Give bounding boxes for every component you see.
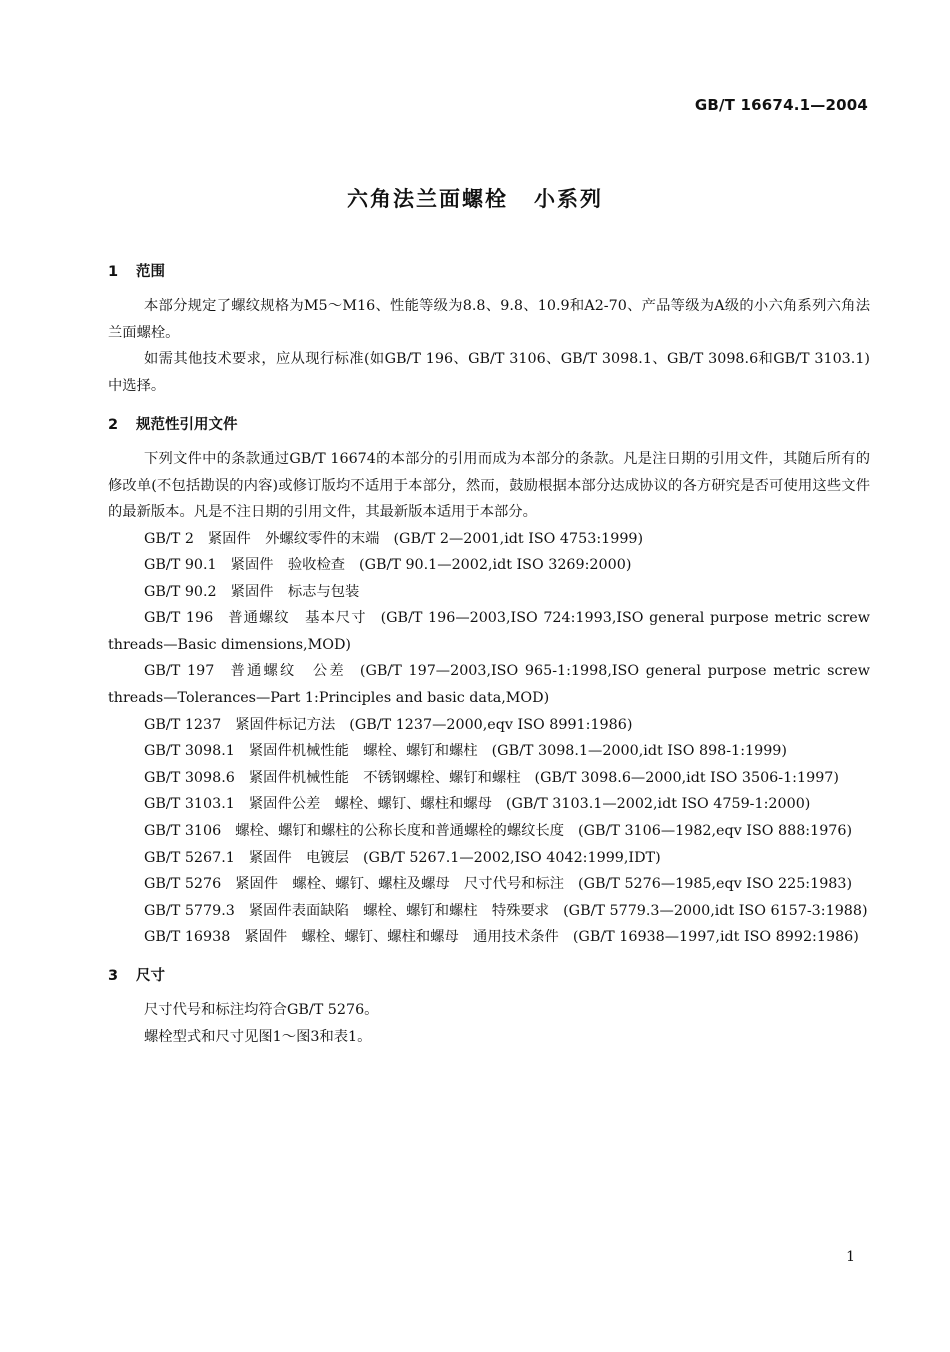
reference-item (108, 526, 870, 553)
reference-title: 紧固件 螺栓、螺钉、螺柱和螺母 通用技术条件 (244, 929, 559, 946)
section-title: 规范性引用文件 (136, 417, 238, 433)
reference-item (108, 898, 870, 925)
section-number: 2 (108, 417, 119, 433)
reference-title: 螺栓、螺钉和螺柱的公称长度和普通螺栓的螺纹长度 (235, 823, 565, 840)
reference-code: GB/T 197 (144, 663, 215, 680)
section-title: 范围 (136, 264, 165, 280)
reference-title: 紧固件公差 螺栓、螺钉、螺柱和螺母 (248, 796, 492, 813)
reference-title: 紧固件表面缺陷 螺栓、螺钉和螺柱 特殊要求 (248, 902, 550, 919)
reference-detail: (GB/T 16938—1997,idt ISO 8992:1986) (572, 929, 859, 946)
section-heading-normative-references (108, 412, 870, 438)
reference-title: 紧固件机械性能 不锈钢螺栓、螺钉和螺柱 (248, 769, 521, 786)
reference-code: GB/T 3103.1 (144, 796, 235, 813)
paragraph: 如需其他技术要求，应从现行标准(如GB/T 196、GB/T 3106、GB/T 3098.1、GB/T 3098.6和GB/T 3103.1)中选择。 (108, 351, 870, 394)
standard-number: GB/T 16674.1—2004 (694, 96, 868, 114)
section-number: 1 (108, 264, 119, 280)
reference-code: GB/T 2 (144, 530, 194, 547)
reference-title: 紧固件 外螺纹零件的末端 (207, 530, 380, 547)
reference-title: 紧固件 验收检查 (230, 557, 346, 574)
section-title: 尺寸 (136, 968, 165, 984)
reference-title: 紧固件 螺栓、螺钉、螺柱及螺母 尺寸代号和标注 (235, 876, 565, 893)
paragraph: 下列文件中的条款通过GB/T 16674的本部分的引用而成为本部分的条款。凡是注日期的引用文件，其随后所有的修改单(不包括勘误的内容)或修订版均不适用于本部分，然而，鼓励根据本部分达成协议的各方研究是否可使用这些文件的最新版本。凡是不注日期的引用文件，其最新版本适用于本部分。 (108, 451, 870, 520)
document-title (0, 183, 950, 213)
reference-code: GB/T 5276 (144, 876, 222, 893)
reference-item (108, 871, 870, 898)
paragraph: 本部分规定了螺纹规格为M5～M16、性能等级为8.8、9.8、10.9和A2-70、产品等级为A级的小六角系列六角法兰面螺栓。 (108, 298, 870, 341)
section-heading-scope (108, 259, 870, 285)
section-heading-dimensions (108, 963, 870, 989)
reference-title: 紧固件标记方法 (235, 716, 336, 733)
reference-title: 普通螺纹 公差 (228, 663, 346, 680)
reference-detail: (GB/T 1237—2000,eqv ISO 8991:1986) (349, 716, 633, 733)
reference-item (108, 605, 870, 658)
reference-code: GB/T 5779.3 (144, 902, 235, 919)
reference-code: GB/T 1237 (144, 716, 222, 733)
reference-detail: (GB/T 5276—1985,eqv ISO 225:1983) (578, 876, 853, 893)
reference-title: 普通螺纹 基本尺寸 (227, 610, 367, 627)
reference-code: GB/T 196 (144, 610, 214, 627)
reference-item (108, 579, 870, 606)
reference-detail: (GB/T 5779.3—2000,idt ISO 6157-3:1988) (563, 902, 868, 919)
reference-detail: (GB/T 3106—1982,eqv ISO 888:1976) (578, 823, 853, 840)
section-number: 3 (108, 968, 119, 984)
reference-code: GB/T 3106 (144, 823, 222, 840)
reference-item (108, 791, 870, 818)
reference-detail: (GB/T 196—2003,ISO 724:1993,ISO general purpose metric screw threads—Basic dimensions,MOD) (108, 610, 870, 653)
reference-code: GB/T 5267.1 (144, 849, 235, 866)
reference-detail: (GB/T 2—2001,idt ISO 4753:1999) (393, 530, 644, 547)
reference-item (108, 658, 870, 711)
reference-title: 紧固件机械性能 螺栓、螺钉和螺柱 (248, 743, 478, 760)
reference-detail: (GB/T 3103.1—2002,idt ISO 4759-1:2000) (505, 796, 811, 813)
reference-code: GB/T 3098.6 (144, 769, 235, 786)
reference-code: GB/T 90.2 (144, 583, 217, 600)
reference-item (108, 712, 870, 739)
reference-list (108, 526, 870, 952)
reference-detail: (GB/T 197—2003,ISO 965-1:1998,ISO general purpose metric screw threads—Tolerances—Part 1:Principles and basic data,MOD) (108, 663, 871, 707)
title-sub: 小系列 (534, 187, 603, 211)
document-body (108, 259, 870, 1050)
reference-item (108, 738, 870, 765)
page-number: 1 (846, 1249, 855, 1265)
reference-item (108, 765, 870, 792)
reference-detail: (GB/T 90.1—2002,idt ISO 3269:2000) (359, 557, 632, 574)
reference-detail: (GB/T 3098.6—2000,idt ISO 3506-1:1997) (534, 769, 839, 786)
paragraph: 尺寸代号和标注均符合GB/T 5276。 (144, 1002, 379, 1018)
reference-item (108, 924, 870, 951)
reference-code: GB/T 90.1 (144, 557, 217, 574)
title-main: 六角法兰面螺栓 (347, 187, 508, 211)
reference-code: GB/T 16938 (144, 929, 231, 946)
reference-title: 紧固件 标志与包装 (230, 583, 360, 600)
reference-item (108, 818, 870, 845)
reference-title: 紧固件 电镀层 (248, 849, 349, 866)
reference-detail: (GB/T 5267.1—2002,ISO 4042:1999,IDT) (362, 849, 661, 866)
reference-detail: (GB/T 3098.1—2000,idt ISO 898-1:1999) (491, 743, 787, 760)
reference-item (108, 845, 870, 872)
reference-item (108, 552, 870, 579)
paragraph: 螺栓型式和尺寸见图1～图3和表1。 (144, 1028, 372, 1045)
reference-code: GB/T 3098.1 (144, 743, 235, 760)
